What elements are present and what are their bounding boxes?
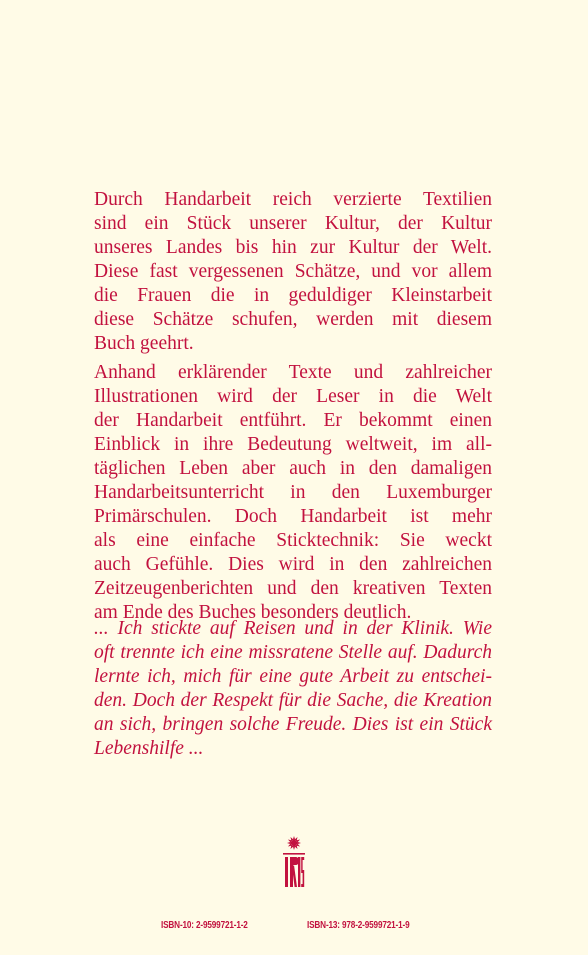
text-line: Illustrationen wird der Leser in die Welt: [94, 386, 492, 407]
text-line: auch Gefühle. Dies wird in den zahlreichen: [94, 554, 492, 575]
publisher-logo: [283, 836, 305, 890]
description-paragraph: [94, 361, 492, 625]
text-line: Einblick in ihre Bedeutung weltweit, im all-: [94, 434, 492, 455]
text-line: Zeitzeugenberichten und den kreativen Texten: [94, 578, 492, 599]
text-line: Durch Handarbeit reich verzierte Textilien: [94, 189, 492, 210]
text-line: Anhand erklärender Texte und zahlreicher: [94, 362, 492, 383]
text-line: Diese fast vergessenen Schätze, und vor allem: [94, 261, 492, 282]
text-line: am Ende des Buches besonders deutlich.: [94, 602, 412, 623]
text-line: Handarbeitsunterricht in den Luxemburger: [94, 482, 492, 503]
quote-line: oft trennte ich eine missratene Stelle auf. Dadurch: [94, 642, 492, 663]
text-line: sind ein Stück unserer Kultur, der Kultur: [94, 213, 492, 234]
text-line: unseres Landes bis hin zur Kultur der Welt.: [94, 237, 492, 258]
text-line: die Frauen die in geduldiger Kleinstarbeit: [94, 285, 492, 306]
text-line: Buch geehrt.: [94, 333, 194, 354]
quote-line: Lebenshilfe ...: [94, 738, 204, 759]
text-line: als eine einfache Sticktechnik: Sie weckt: [94, 530, 492, 551]
text-line: Primärschulen. Doch Handarbeit ist mehr: [94, 506, 492, 527]
isbn-row: [0, 919, 588, 935]
text-line: diese Schätze schufen, werden mit diesem: [94, 309, 492, 330]
quote-line: ... Ich stickte auf Reisen und in der Klinik. Wie: [94, 618, 492, 639]
text-line: täglichen Leben aber auch in den damaligen: [94, 458, 492, 479]
testimonial-quote: [94, 617, 492, 761]
intro-paragraph: [94, 188, 492, 356]
isbn-13: ISBN-13: 978-2-9599721-1-9: [307, 919, 410, 931]
quote-line: an sich, bringen solche Freude. Dies ist ein Stück: [94, 714, 492, 735]
quote-line: den. Doch der Respekt für die Sache, die Kreation: [94, 690, 492, 711]
flower-star-icon: [283, 836, 305, 890]
isbn-10: ISBN-10: 2-9599721-1-2: [161, 919, 248, 931]
text-line: der Handarbeit entführt. Er bekommt einen: [94, 410, 492, 431]
quote-line: lernte ich, mich für eine gute Arbeit zu entschei-: [94, 666, 492, 687]
